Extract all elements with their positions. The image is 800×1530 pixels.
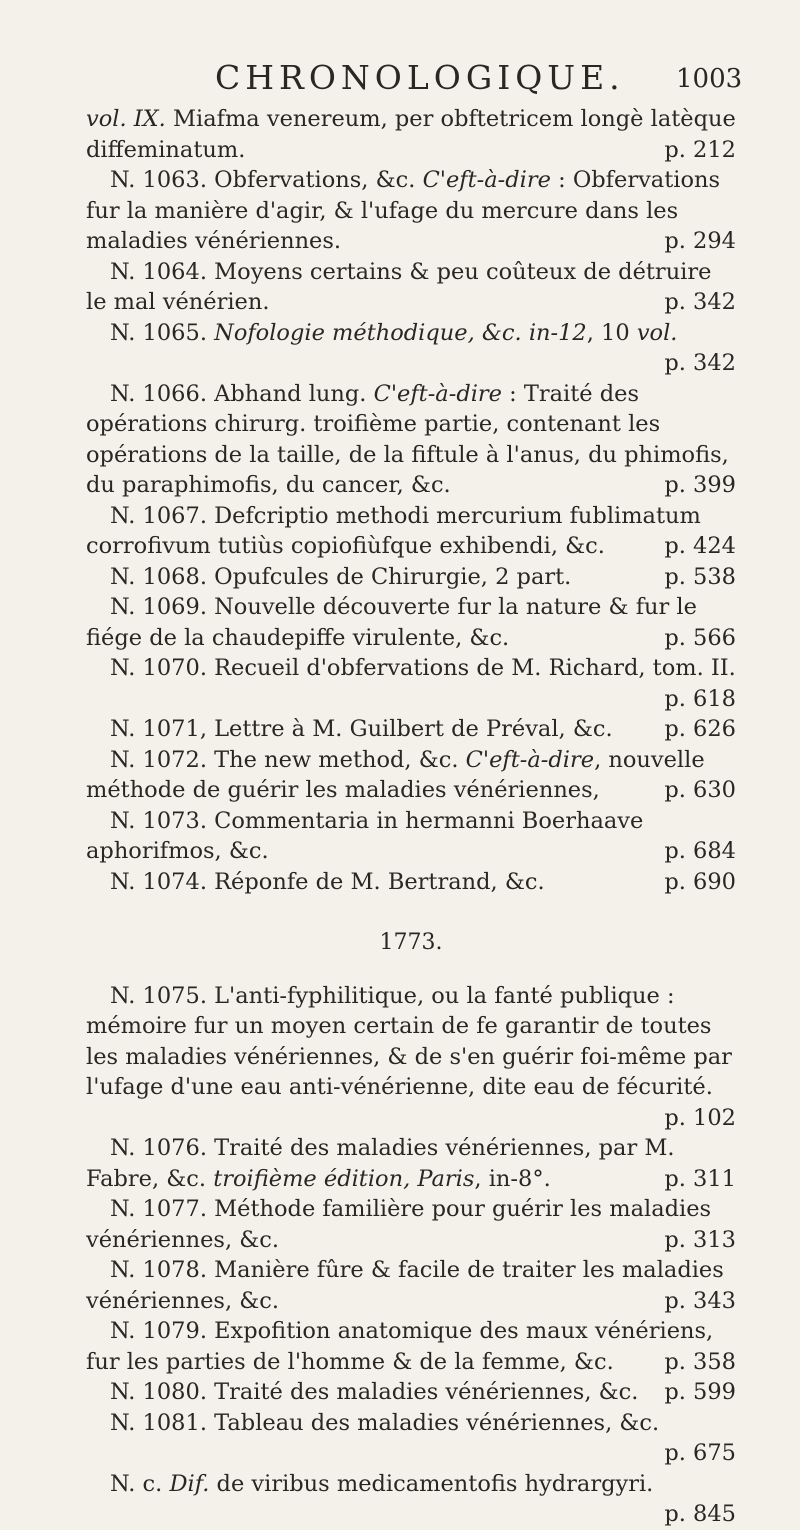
entry-text: N. 1070. Recueil d'obfervations de M. Richard, tom. II. xyxy=(110,655,736,681)
entry-page-reference: p. 343 xyxy=(664,1287,736,1314)
entry-page-reference: p. 399 xyxy=(664,472,736,498)
catalog-entry xyxy=(86,653,736,714)
catalog-entry xyxy=(86,501,736,562)
entry-page-reference: p. 684 xyxy=(664,838,736,864)
entry-page-reference: p. 358 xyxy=(664,1348,736,1375)
catalog-entry xyxy=(86,165,736,257)
entry-page-reference: p. 566 xyxy=(664,624,736,651)
entry-page-reference: p. 294 xyxy=(664,228,736,254)
running-title: CHRONOLOGIQUE. xyxy=(215,58,625,97)
entry-text: N. 1077. Méthode familière pour guérir les maladies vénériennes, &c. xyxy=(86,1196,712,1253)
entry-text: N. 1079. Expofition anatomique des maux vénériens, fur les parties de l'homme & de la femme, &c. xyxy=(86,1318,714,1375)
entry-text: N. 1069. Nouvelle découverte fur la nature & fur le fiége de la chaudepiffe virulente, &c. xyxy=(86,594,697,651)
catalog-entry xyxy=(86,257,736,318)
entry-page-reference: p. 424 xyxy=(664,533,736,559)
entries-1772 xyxy=(86,104,736,897)
entry-text: N. 1072. The new method, &c. C'eft-à-dire, nouvelle méthode de guérir les maladies vénériennes, xyxy=(86,746,705,803)
catalog-entry xyxy=(86,379,736,501)
catalog-entry xyxy=(86,1133,736,1194)
entry-text: N. 1068. Opufcules de Chirurgie, 2 part. xyxy=(110,563,572,590)
page-header xyxy=(0,58,800,98)
entry-page-reference: p. 618 xyxy=(664,685,736,712)
year-heading: 1773. xyxy=(379,930,443,955)
entry-text: N. 1078. Manière fûre & facile de traiter les maladies vénériennes, &c. xyxy=(86,1257,724,1314)
catalog-entry xyxy=(86,1316,736,1377)
entry-text: N. 1066. Abhand lung. C'eft-à-dire : Traité des opérations chirurg. troifième partie, contenant les opérations de la taille, de la fiftule à l'anus, du phimofis, du paraphimofis, du cancer, &c. xyxy=(86,380,729,498)
entries-1773 xyxy=(86,981,736,1530)
entry-text: N. 1074. Réponfe de M. Bertrand, &c. xyxy=(110,868,545,895)
entry-text: N. 1080. Traité des maladies vénériennes, &c. xyxy=(110,1379,639,1405)
entry-page-reference: p. 630 xyxy=(664,777,736,803)
catalog-entry xyxy=(86,1194,736,1255)
entry-page-reference: p. 690 xyxy=(664,868,736,895)
entry-text: N. 1064. Moyens certains & peu coûteux de détruire le mal vénérien. xyxy=(86,258,712,315)
entry-page-reference: p. 538 xyxy=(664,563,736,590)
entry-text: N. c. Dif. de viribus medicamentofis hydrargyri. xyxy=(110,1470,654,1497)
catalog-entry xyxy=(86,1469,736,1530)
catalog-entry xyxy=(86,1377,736,1408)
catalog-entry xyxy=(86,318,736,379)
catalog-entry xyxy=(86,562,736,593)
entry-page-reference: p. 311 xyxy=(664,1165,736,1192)
entry-page-reference: p. 313 xyxy=(664,1226,736,1253)
page-number: 1003 xyxy=(676,64,743,94)
entry-page-reference: p. 342 xyxy=(664,289,736,315)
catalog-entry xyxy=(86,806,736,867)
page-body xyxy=(86,104,736,1530)
entry-page-reference: p. 599 xyxy=(664,1379,736,1405)
catalog-entry xyxy=(86,1408,736,1469)
catalog-entry xyxy=(86,981,736,1134)
entry-text: vol. IX. Miafma venereum, per obftetricem longè latèque diffeminatum. xyxy=(86,106,736,163)
entry-page-reference: p. 626 xyxy=(664,716,736,742)
entry-text: N. 1071, Lettre à M. Guilbert de Préval, &c. xyxy=(110,716,613,742)
catalog-entry xyxy=(86,714,736,745)
entry-page-reference: p. 342 xyxy=(664,350,736,376)
entry-text: N. 1067. Defcriptio methodi mercurium fublimatum corrofivum tutiùs copiofiùfque exhibendi, &c. xyxy=(86,502,701,559)
catalog-entry xyxy=(86,104,736,165)
catalog-entry xyxy=(86,592,736,653)
entry-page-reference: p. 845 xyxy=(664,1501,736,1527)
entry-text: N. 1075. L'anti-fyphilitique, ou la fanté publique : mémoire fur un moyen certain de fe garantir de toutes les maladies vénériennes, & de s'en guérir foi-même par l'ufage d'une eau anti-vénérienne, dite eau de fécurité. xyxy=(86,982,732,1100)
entry-text: N. 1065. Nofologie méthodique, &c. in-12, 10 vol. xyxy=(110,319,678,346)
entry-page-reference: p. 102 xyxy=(664,1104,736,1131)
entry-text: N. 1076. Traité des maladies vénériennes, par M. Fabre, &c. troifième édition, Paris, in-8°. xyxy=(86,1135,675,1192)
catalog-entry xyxy=(86,745,736,806)
entry-text: N. 1063. Obfervations, &c. C'eft-à-dire : Obfervations fur la manière d'agir, & l'ufage du mercure dans les maladies vénériennes. xyxy=(86,167,721,254)
entry-page-reference: p. 212 xyxy=(664,136,736,163)
entry-text: N. 1081. Tableau des maladies vénériennes, &c. xyxy=(110,1409,660,1436)
catalog-entry xyxy=(86,867,736,898)
entry-text: N. 1073. Commentaria in hermanni Boerhaave aphorifmos, &c. xyxy=(86,807,644,864)
entry-page-reference: p. 675 xyxy=(664,1440,736,1466)
catalog-entry xyxy=(86,1255,736,1316)
